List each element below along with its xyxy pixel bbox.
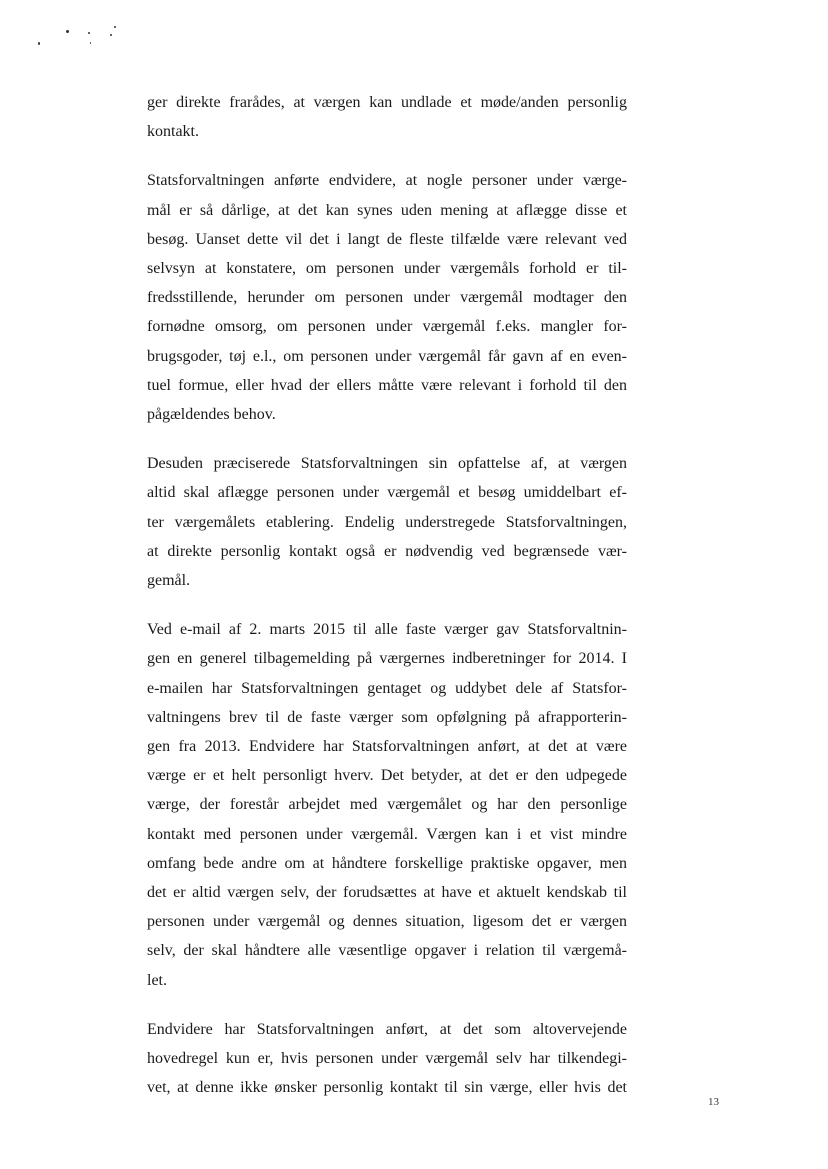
text-line: værge er et helt personligt hverv. Det betyder, at det er den udpegede xyxy=(147,767,627,785)
text-line: det er altid værgen selv, der forudsættes at have et aktuelt kendskab til xyxy=(147,884,627,902)
body-text xyxy=(147,88,627,1123)
text-line: ger direkte frarådes, at værgen kan undlade et møde/anden personlig xyxy=(147,94,627,111)
scan-specks xyxy=(30,22,130,52)
text-line: Ved e-mail af 2. marts 2015 til alle faste værger gav Statsforvaltnin- xyxy=(147,621,627,639)
text-line: gemål. xyxy=(147,572,191,590)
text-line: Endvidere har Statsforvaltningen anført, at det som altovervejende xyxy=(147,1020,627,1038)
text-line: omfang bede andre om at håndtere forskellige praktiske opgaver, men xyxy=(147,854,627,872)
text-line: kontakt med personen under værgemål. Værgen kan i et vist mindre xyxy=(147,825,627,843)
scan-speck xyxy=(114,26,116,28)
text-line: tuel formue, eller hvad der ellers måtte være relevant i forhold til den xyxy=(147,376,627,394)
scan-speck xyxy=(38,42,40,45)
paragraph xyxy=(147,1015,627,1103)
text-line: ter værgemålets etablering. Endelig understregede Statsforvaltningen, xyxy=(147,513,627,531)
scan-speck xyxy=(110,34,112,36)
text-line: selv, der skal håndtere alle væsentlige opgaver i relation til værgemå- xyxy=(147,942,627,960)
page-number: 13 xyxy=(708,1096,719,1108)
scan-speck xyxy=(88,32,90,34)
text-line: gen fra 2013. Endvidere har Statsforvaltningen anført, at det at være xyxy=(147,738,627,756)
text-line: Statsforvaltningen anførte endvidere, at nogle personer under værge- xyxy=(147,172,627,190)
text-line: brugsgoder, tøj e.l., om personen under værgemål får gavn af en even- xyxy=(147,347,627,365)
text-line: selvsyn at konstatere, om personen under værgemåls forhold er til- xyxy=(147,260,627,278)
text-line: pågældendes behov. xyxy=(147,406,276,424)
text-line: e-mailen har Statsforvaltningen gentaget og uddybet dele af Statsfor- xyxy=(147,679,627,697)
text-line: Desuden præciserede Statsforvaltningen sin opfattelse af, at værgen xyxy=(147,455,627,473)
text-line: besøg. Uanset dette vil det i langt de fleste tilfælde være relevant ved xyxy=(147,230,627,248)
text-line: at direkte personlig kontakt også er nødvendig ved begrænsede vær- xyxy=(147,542,627,560)
text-line: hovedregel kun er, hvis personen under værgemål selv har tilkendegi- xyxy=(147,1050,627,1068)
text-line: kontakt. xyxy=(147,123,199,141)
paragraph xyxy=(147,449,627,595)
text-line: fredsstillende, herunder om personen under værgemål modtager den xyxy=(147,289,627,307)
paragraph xyxy=(147,88,627,146)
scan-speck xyxy=(66,30,69,33)
text-line: let. xyxy=(147,971,167,989)
text-line: mål er så dårlige, at det kan synes uden mening at aflægge disse et xyxy=(147,201,627,219)
paragraph xyxy=(147,615,627,995)
text-line: personen under værgemål og dennes situation, ligesom det er værgen xyxy=(147,913,627,931)
text-line: altid skal aflægge personen under værgemål et besøg umiddelbart ef- xyxy=(147,484,627,502)
text-line: værge, der forestår arbejdet med værgemålet og har den personlige xyxy=(147,796,627,814)
paragraph xyxy=(147,166,627,429)
text-line: vet, at denne ikke ønsker personlig kontakt til sin værge, eller hvis det xyxy=(147,1079,627,1097)
scan-speck xyxy=(90,42,91,44)
text-line: gen en generel tilbagemelding på værgernes indberetninger for 2014. I xyxy=(147,650,627,668)
text-line: fornødne omsorg, om personen under værgemål f.eks. mangler for- xyxy=(147,318,627,336)
text-line: valtningens brev til de faste værger som opfølgning på afrapporterin- xyxy=(147,708,627,726)
